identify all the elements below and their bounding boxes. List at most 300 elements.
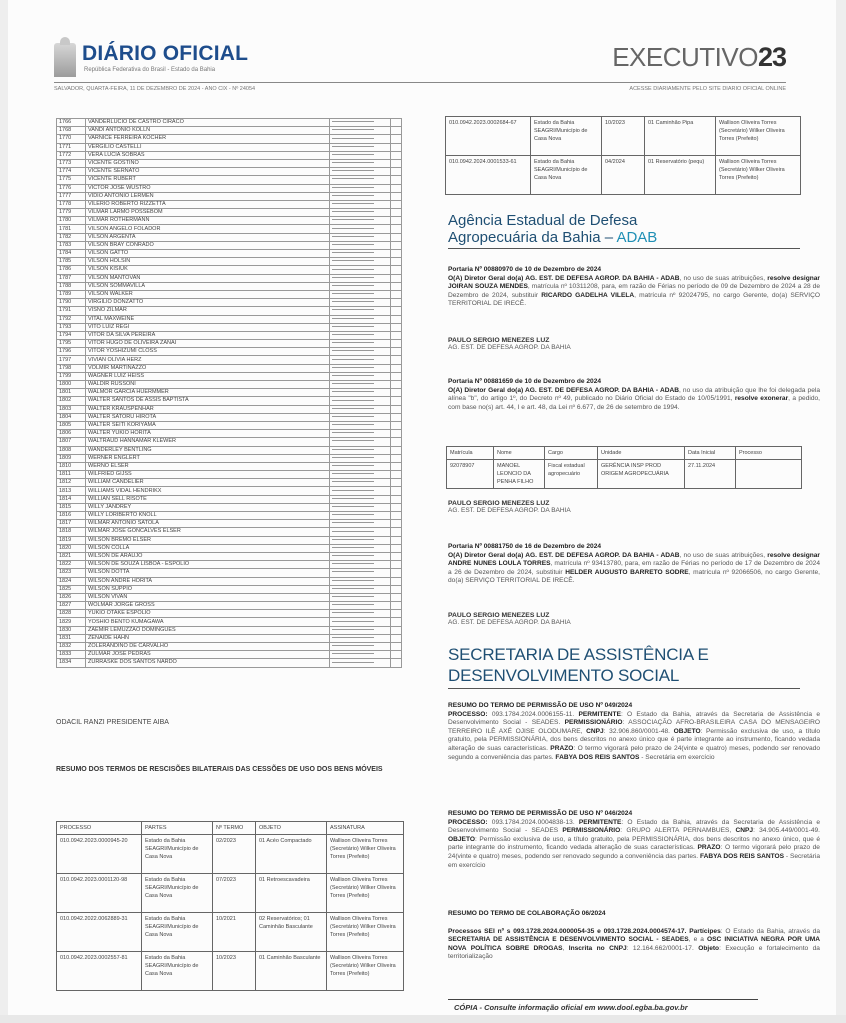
exoneration-table <box>446 446 802 489</box>
signature-cell <box>330 135 391 143</box>
value-objeto: : Permissão exclusiva de uso, a título gratuito, pela PERMISSIONÁRIA, dos bens descritos no anexo único, que é parte integrante do instrumento, ficando vedada alteração de suas características. <box>448 835 820 852</box>
row-mark <box>391 340 402 348</box>
signer-role: AG. EST. DE DEFESA AGROP. DA BAHIA <box>448 507 571 514</box>
table-cell: 01 Caminhão Pipa <box>645 117 716 156</box>
signature-1 <box>448 337 820 351</box>
portaria-3-substituted: HELDER AUGUSTO BARRETO SODRE <box>565 568 689 576</box>
signature-cell <box>330 569 391 577</box>
signature-cell <box>330 528 391 536</box>
signature-line <box>332 408 374 409</box>
signature-line <box>332 326 374 327</box>
signature-3 <box>448 612 820 626</box>
signature-cell <box>330 159 391 167</box>
signature-line <box>332 375 374 376</box>
signature-line <box>332 121 374 122</box>
row-name: VILSON GATTO <box>86 250 330 258</box>
row-name: ZOLERANDINO DE CARVALHO <box>86 643 330 651</box>
col-nome: Nome <box>494 447 545 460</box>
row-name: VITOR HUGO DE OLIVEIRA ZANAI <box>86 340 330 348</box>
row-name: WILFRIED GIJSS <box>86 471 330 479</box>
names-row <box>57 421 402 429</box>
label-objeto: OBJETO <box>673 727 701 735</box>
row-number: 1805 <box>57 421 86 429</box>
col-matricula: Matrícula <box>447 447 494 460</box>
names-row <box>57 503 402 511</box>
names-row <box>57 340 402 348</box>
signature-line <box>332 612 374 613</box>
colab-cnpj: : 12.164.662/0001-17. <box>626 944 699 952</box>
colab-text3: , <box>562 944 569 952</box>
portaria-2-text: , no uso da atribuição que lhe foi delegada pela alínea "b", do artigo 1º, do Decreto nº 49, publicado no Diário Oficial do Estado de 10/05/1991, <box>448 386 821 403</box>
cell-unidade: GERÊNCIA INSP PROD ORIGEM AGROPECUÁRIA <box>598 460 685 489</box>
row-mark <box>391 536 402 544</box>
row-name: VERA LUCIA SOBRAS <box>86 151 330 159</box>
row-mark <box>391 659 402 667</box>
names-table <box>56 118 402 668</box>
value-permissionario: : ASSOCIAÇÃO AFRO-BRASILEIRA CASA DO MENSAGEIRO TERREIRO ILÊ AXÉ OJISE OLODUMARE, <box>448 719 820 735</box>
portaria-1-text3: , matrícula nº 92024795, no cargo Gerente, do(a) SERVIÇO TERRITORIAL DE IRECÊ. <box>448 291 820 308</box>
signature-cell <box>330 119 391 127</box>
signature-line <box>332 416 374 417</box>
row-number: 1778 <box>57 200 86 208</box>
colab-cnpj-label: Inscrita no CNPJ <box>568 944 627 952</box>
table-cell: 010.0942.2024.0001533-61 <box>446 156 531 195</box>
names-row <box>57 405 402 413</box>
names-row <box>57 651 402 659</box>
signature-line <box>332 547 374 548</box>
cell-nome: MANOEL LEONCIO DA PENHA FILHO <box>494 460 545 489</box>
row-name: WILLY JANDREY <box>86 503 330 511</box>
signature-line <box>332 449 374 450</box>
colab-heading: RESUMO DO TERMO DE COLABORAÇÃO 06/2024 <box>448 910 606 917</box>
footer-copy-notice: CÓPIA - Consulte informação oficial em www.dool.egba.ba.gov.br <box>454 1003 688 1012</box>
row-mark <box>391 446 402 454</box>
brand-title: DIÁRIO OFICIAL <box>82 42 249 65</box>
label-permitente: PERMITENTE <box>578 818 622 826</box>
row-mark <box>391 626 402 634</box>
value-prazo: : O termo vigorará pelo prazo de 24(vinte e quatro) meses, podendo ser renovado segundo a conveniência das partes. <box>448 744 820 761</box>
row-number: 1785 <box>57 258 86 266</box>
signature-cell <box>330 552 391 560</box>
signature-cell <box>330 331 391 339</box>
names-row <box>57 200 402 208</box>
names-row <box>57 569 402 577</box>
row-name: WILLIAM CANDELIER <box>86 479 330 487</box>
signature-line <box>332 154 374 155</box>
row-name: YUKIO OTAKE ESPÓLIO <box>86 610 330 618</box>
row-number: 1832 <box>57 643 86 651</box>
row-mark <box>391 135 402 143</box>
names-row <box>57 593 402 601</box>
names-row <box>57 561 402 569</box>
row-name: VILSON SOMMAVILLA <box>86 282 330 290</box>
portaria-2-heading: Portaria Nº 00881659 de 10 de Dezembro de 2024 <box>448 378 602 385</box>
names-row <box>57 143 402 151</box>
row-name: WILSON ANDRE HORITA <box>86 577 330 585</box>
label-cnpj: CNPJ <box>735 827 754 835</box>
names-row <box>57 315 402 323</box>
signatory-role: - Secretária em exercício <box>639 753 715 761</box>
names-row <box>57 520 402 528</box>
label-processo: PROCESSO: <box>448 710 488 718</box>
access-line: ACESSE DIARIAMENTE PELO SITE DIARIO OFICIAL ONLINE <box>629 86 786 92</box>
signature-line <box>332 342 374 343</box>
row-name: VIRGILIO DONZATTO <box>86 299 330 307</box>
table-cell: Wallison Oliveira Torres (Secretário) Wilker Oliveira Torres (Prefeito) <box>327 952 404 991</box>
row-mark <box>391 258 402 266</box>
portaria-1-heading: Portaria Nº 00880970 de 10 de Dezembro de 2024 <box>448 266 602 273</box>
colab-osc: OSC INICIATIVA NEGRA POR UMA NOVA POLÍTICA SOBRE DROGAS <box>448 936 820 952</box>
signature-cell <box>330 430 391 438</box>
names-row <box>57 372 402 380</box>
value-processo: 093.1784.2024.0004838-13. <box>487 818 579 826</box>
row-number: 1792 <box>57 315 86 323</box>
row-number: 1826 <box>57 593 86 601</box>
signature-cell <box>330 397 391 405</box>
row-name: WALTER SEITI KORIYAMA <box>86 421 330 429</box>
table-cell: Estado da Bahia SEAGRI/Município de Casa Nova <box>531 156 602 195</box>
section-name: EXECUTIVO <box>612 42 758 72</box>
row-number: 1777 <box>57 192 86 200</box>
row-number: 1819 <box>57 536 86 544</box>
signature-line <box>332 539 374 540</box>
row-mark <box>391 168 402 176</box>
colab-text1: : O Estado da Bahia, através da <box>720 927 821 935</box>
signature-line <box>332 637 374 638</box>
names-row <box>57 323 402 331</box>
row-name: VILSON HOLSIN <box>86 258 330 266</box>
signature-cell <box>330 659 391 667</box>
row-name: WALTER KRAUSPENHAR <box>86 405 330 413</box>
row-name: VANDERLUCIO DE CASTRO CIRACO <box>86 119 330 127</box>
signature-cell <box>330 479 391 487</box>
row-mark <box>391 372 402 380</box>
signature-line <box>332 522 374 523</box>
row-mark <box>391 569 402 577</box>
continuation-table <box>445 116 801 195</box>
table-row <box>57 913 404 952</box>
row-number: 1818 <box>57 528 86 536</box>
row-mark <box>391 356 402 364</box>
signature-cell <box>330 168 391 176</box>
row-number: 1821 <box>57 552 86 560</box>
signature-cell <box>330 250 391 258</box>
row-name: WALTER SANTOS DE ASSIS BAPTISTA <box>86 397 330 405</box>
row-number: 1831 <box>57 634 86 642</box>
signature-line <box>332 285 374 286</box>
signature-line <box>332 301 374 302</box>
row-mark <box>391 454 402 462</box>
names-row <box>57 135 402 143</box>
row-mark <box>391 323 402 331</box>
label-cnpj: CNPJ <box>586 727 604 735</box>
row-name: VERGILIO CASTELLI <box>86 143 330 151</box>
row-name: VILERIO ROBERTO RIZZETTA <box>86 200 330 208</box>
row-mark <box>391 577 402 585</box>
row-number: 1807 <box>57 438 86 446</box>
row-name: WALMOR GARCIA HUERMMER <box>86 389 330 397</box>
rescisoes-title: RESUMO DOS TERMOS DE RESCISÕES BILATERAIS DAS CESSÕES DE USO DOS BENS MÓVEIS <box>56 766 383 773</box>
signature-cell <box>330 356 391 364</box>
names-row <box>57 413 402 421</box>
row-mark <box>391 381 402 389</box>
signature-line <box>332 211 374 212</box>
names-row <box>57 184 402 192</box>
names-row <box>57 397 402 405</box>
colab-objeto: : Execução e fortalecimento da territorialização <box>448 944 820 961</box>
value-objeto: : Permissão exclusiva de uso, a título gratuito, pela PERMISSIONÁRIA, dos bens descritos no anexo único que é parte integrante ao instrumento, ficando vedada alteração de suas características. <box>448 727 821 752</box>
row-number: 1823 <box>57 569 86 577</box>
names-row <box>57 307 402 315</box>
portaria-2-text2: , a pedido, com base no(s) art. 44, I e art. 48, da Lei nº 6.677, de 26 de setembro de 1994. <box>448 395 820 411</box>
signature-line <box>332 367 374 368</box>
row-mark <box>391 119 402 127</box>
row-number: 1788 <box>57 282 86 290</box>
table-cell: 10/2023 <box>602 117 645 156</box>
value-permitente: : O Estado da Bahia, através da Secretaria de Assistência e Desenvolvimento Social - SEADES <box>448 818 820 835</box>
signature-cell <box>330 364 391 372</box>
row-name: WALTER SATORU HIROTA <box>86 413 330 421</box>
colab-secretaria: SECRETARIA DE ASSISTÊNCIA E DESENVOLVIMENTO SOCIAL - SEADES <box>448 936 689 944</box>
row-mark <box>391 421 402 429</box>
col-cargo: Cargo <box>545 447 598 460</box>
row-name: ZAEMIR LEMUZZAO DOMINGUES <box>86 626 330 634</box>
signature-line <box>332 138 374 139</box>
row-name: VICENTE SERNATO <box>86 168 330 176</box>
signature-line <box>332 432 374 433</box>
label-objeto: OBJETO <box>448 835 475 843</box>
row-mark <box>391 389 402 397</box>
row-name: WERNO ELSER <box>86 462 330 470</box>
row-mark <box>391 290 402 298</box>
value-permitente: : O Estado da Bahia, através da Secretaria de Assistência e Desenvolvimento Social - SEADES. <box>448 710 820 727</box>
label-prazo: PRAZO <box>697 844 721 852</box>
table-cell: 02 Reservatórios; 01 Caminhão Basculante <box>256 913 327 952</box>
signature-cell <box>330 266 391 274</box>
table-row <box>57 952 404 991</box>
row-mark <box>391 209 402 217</box>
row-mark <box>391 643 402 651</box>
signature-cell <box>330 274 391 282</box>
signature-cell <box>330 209 391 217</box>
signature-line <box>332 662 374 663</box>
names-row <box>57 389 402 397</box>
table-cell: 010.0942.2023.0000945-20 <box>57 835 142 874</box>
row-mark <box>391 503 402 511</box>
row-name: WILSON BREMO ELSER <box>86 536 330 544</box>
table-cell: 010.0942.2023.0002557-81 <box>57 952 142 991</box>
names-row <box>57 348 402 356</box>
row-mark <box>391 593 402 601</box>
table-row <box>57 835 404 874</box>
signature-cell <box>330 643 391 651</box>
row-name: WILLIAN SELL RISOTE <box>86 495 330 503</box>
row-mark <box>391 348 402 356</box>
signature-cell <box>330 299 391 307</box>
names-row <box>57 495 402 503</box>
brand-subtitle: República Federativa do Brasil - Estado da Bahia <box>84 67 216 73</box>
coat-of-arms-logo <box>54 43 76 77</box>
table-cell: Wallison Oliveira Torres (Secretário) Wilker Oliveira Torres (Prefeito) <box>327 913 404 952</box>
signature-cell <box>330 610 391 618</box>
signature-cell <box>330 634 391 642</box>
row-number: 1795 <box>57 340 86 348</box>
signature-line <box>332 440 374 441</box>
signature-cell <box>330 618 391 626</box>
row-mark <box>391 479 402 487</box>
seades-title-rule <box>448 688 800 689</box>
row-name: VARNICE FERREIRA KOCHER <box>86 135 330 143</box>
row-mark <box>391 413 402 421</box>
row-number: 1770 <box>57 135 86 143</box>
table-cell: Wallison Oliveira Torres (Secretário) Wilker Oliveira Torres (Prefeito) <box>327 835 404 874</box>
signature-line <box>332 588 374 589</box>
row-number: 1830 <box>57 626 86 634</box>
signature-line <box>332 473 374 474</box>
row-name: WILLY LORIBERTO KNOLL <box>86 512 330 520</box>
signature-line <box>332 187 374 188</box>
names-row <box>57 168 402 176</box>
row-number: 1780 <box>57 217 86 225</box>
row-name: WANDERLEY BENTLING <box>86 446 330 454</box>
row-number: 1783 <box>57 241 86 249</box>
label-permissionario: PERMISSIONÁRIO <box>562 827 621 835</box>
names-row <box>57 356 402 364</box>
row-mark <box>391 315 402 323</box>
row-number: 1815 <box>57 503 86 511</box>
table-cell: Wallison Oliveira Torres (Secretário) Wilker Oliveira Torres (Prefeito) <box>716 117 801 156</box>
row-mark <box>391 233 402 241</box>
signature-line <box>332 465 374 466</box>
row-name: VILSON ARGENTA <box>86 233 330 241</box>
names-row <box>57 290 402 298</box>
row-name: ZULMAR JOSE PEDRAS <box>86 651 330 659</box>
row-name: YOSHIO BENTO KUMAGAWA <box>86 618 330 626</box>
col-data-inicial: Data Inicial <box>685 447 736 460</box>
portaria-1 <box>448 266 820 309</box>
row-number: 1801 <box>57 389 86 397</box>
signature-cell <box>330 290 391 298</box>
portaria-1-designee: JOIRAN SOUZA MENDES <box>448 283 528 291</box>
row-name: ZENAIDE HAHN <box>86 634 330 642</box>
row-mark <box>391 200 402 208</box>
names-row <box>57 618 402 626</box>
adab-title-agro: Agropecuária da Bahia – <box>448 229 617 246</box>
row-name: VIVIAN OLIVIA HERZ <box>86 356 330 364</box>
table-cell: Estado da Bahia SEAGRI/Município de Casa Nova <box>142 835 213 874</box>
row-name: VIDIO ANTONIO LERMEN <box>86 192 330 200</box>
names-row <box>57 274 402 282</box>
signature-line <box>332 129 374 130</box>
names-row <box>57 471 402 479</box>
left-signer: ODACIL RANZI PRESIDENTE AIBA <box>56 719 169 726</box>
signature-line <box>332 424 374 425</box>
row-name: WILSON SUPPIO <box>86 585 330 593</box>
names-row <box>57 119 402 127</box>
portaria-3-text3: , matrícula nº 92066506, no cargo Gerente, do(a) SERVIÇO TERRITORIAL DE IRECÊ. <box>448 568 821 585</box>
row-mark <box>391 634 402 642</box>
row-name: VICENTE RUBERT <box>86 176 330 184</box>
signature-cell <box>330 421 391 429</box>
adab-title-line2 <box>448 229 820 246</box>
names-row <box>57 438 402 446</box>
row-number: 1772 <box>57 151 86 159</box>
col-processo: Processo <box>736 447 802 460</box>
signature-cell <box>330 241 391 249</box>
row-mark <box>391 192 402 200</box>
signature-line <box>332 350 374 351</box>
col-partes: PARTES <box>142 822 213 835</box>
row-number: 1779 <box>57 209 86 217</box>
row-mark <box>391 520 402 528</box>
signatory: FABYA DOS REIS SANTOS <box>555 753 640 761</box>
signature-cell <box>330 585 391 593</box>
signature-line <box>332 236 374 237</box>
signature-line <box>332 531 374 532</box>
portaria-2-resolve: resolve exonerar <box>734 395 789 403</box>
row-name: VICTOR JOSE WUSTRO <box>86 184 330 192</box>
signature-cell <box>330 462 391 470</box>
table-cell: 04/2024 <box>602 156 645 195</box>
portaria-3-text: , no uso de suas atribuições, <box>679 551 768 559</box>
signature-line <box>332 400 374 401</box>
signature-cell <box>330 323 391 331</box>
portaria-2 <box>448 378 820 412</box>
row-name: WERNER ENGLERT <box>86 454 330 462</box>
signature-cell <box>330 217 391 225</box>
row-number: 1774 <box>57 168 86 176</box>
row-number: 1804 <box>57 413 86 421</box>
row-mark <box>391 159 402 167</box>
names-row <box>57 331 402 339</box>
termo-046-heading: RESUMO DO TERMO DE PERMISSÃO DE USO Nº 046/2024 <box>448 810 633 817</box>
names-row <box>57 479 402 487</box>
signature-cell <box>330 446 391 454</box>
signature-line <box>332 318 374 319</box>
signature-line <box>332 498 374 499</box>
value-prazo: : O termo vigorará pelo prazo de 24(vinte e quatro) meses, podendo ser renovado segundo a conveniência das partes. <box>448 844 820 860</box>
header-rule <box>54 82 786 83</box>
signature-line <box>332 162 374 163</box>
row-number: 1812 <box>57 479 86 487</box>
row-name: VILSON MANTOVAN <box>86 274 330 282</box>
row-name: WALDIR RUSSONI <box>86 381 330 389</box>
signature-cell <box>330 340 391 348</box>
page-edge-right <box>836 0 846 1023</box>
row-number: 1802 <box>57 397 86 405</box>
signature-cell <box>330 471 391 479</box>
row-number: 1829 <box>57 618 86 626</box>
row-name: VILSON ANGELO FOLADOR <box>86 225 330 233</box>
row-name: VISNO ZILMAR <box>86 307 330 315</box>
names-row <box>57 536 402 544</box>
signature-cell <box>330 200 391 208</box>
row-number: 1782 <box>57 233 86 241</box>
signature-cell <box>330 307 391 315</box>
col-termo: Nº TERMO <box>213 822 256 835</box>
cell-cargo: Fiscal estadual agropecuário <box>545 460 598 489</box>
row-name: WAGNER LUIZ HEISS <box>86 372 330 380</box>
termo-049-heading: RESUMO DO TERMO DE PERMISSÃO DE USO Nº 049/2024 <box>448 702 633 709</box>
page-edge-bottom <box>0 1015 846 1023</box>
names-row <box>57 544 402 552</box>
table-header-row <box>57 822 404 835</box>
row-mark <box>391 217 402 225</box>
row-name: VILSON BRAY CONRADO <box>86 241 330 249</box>
table-cell: 02/2023 <box>213 835 256 874</box>
signature-line <box>332 629 374 630</box>
signature-cell <box>330 651 391 659</box>
